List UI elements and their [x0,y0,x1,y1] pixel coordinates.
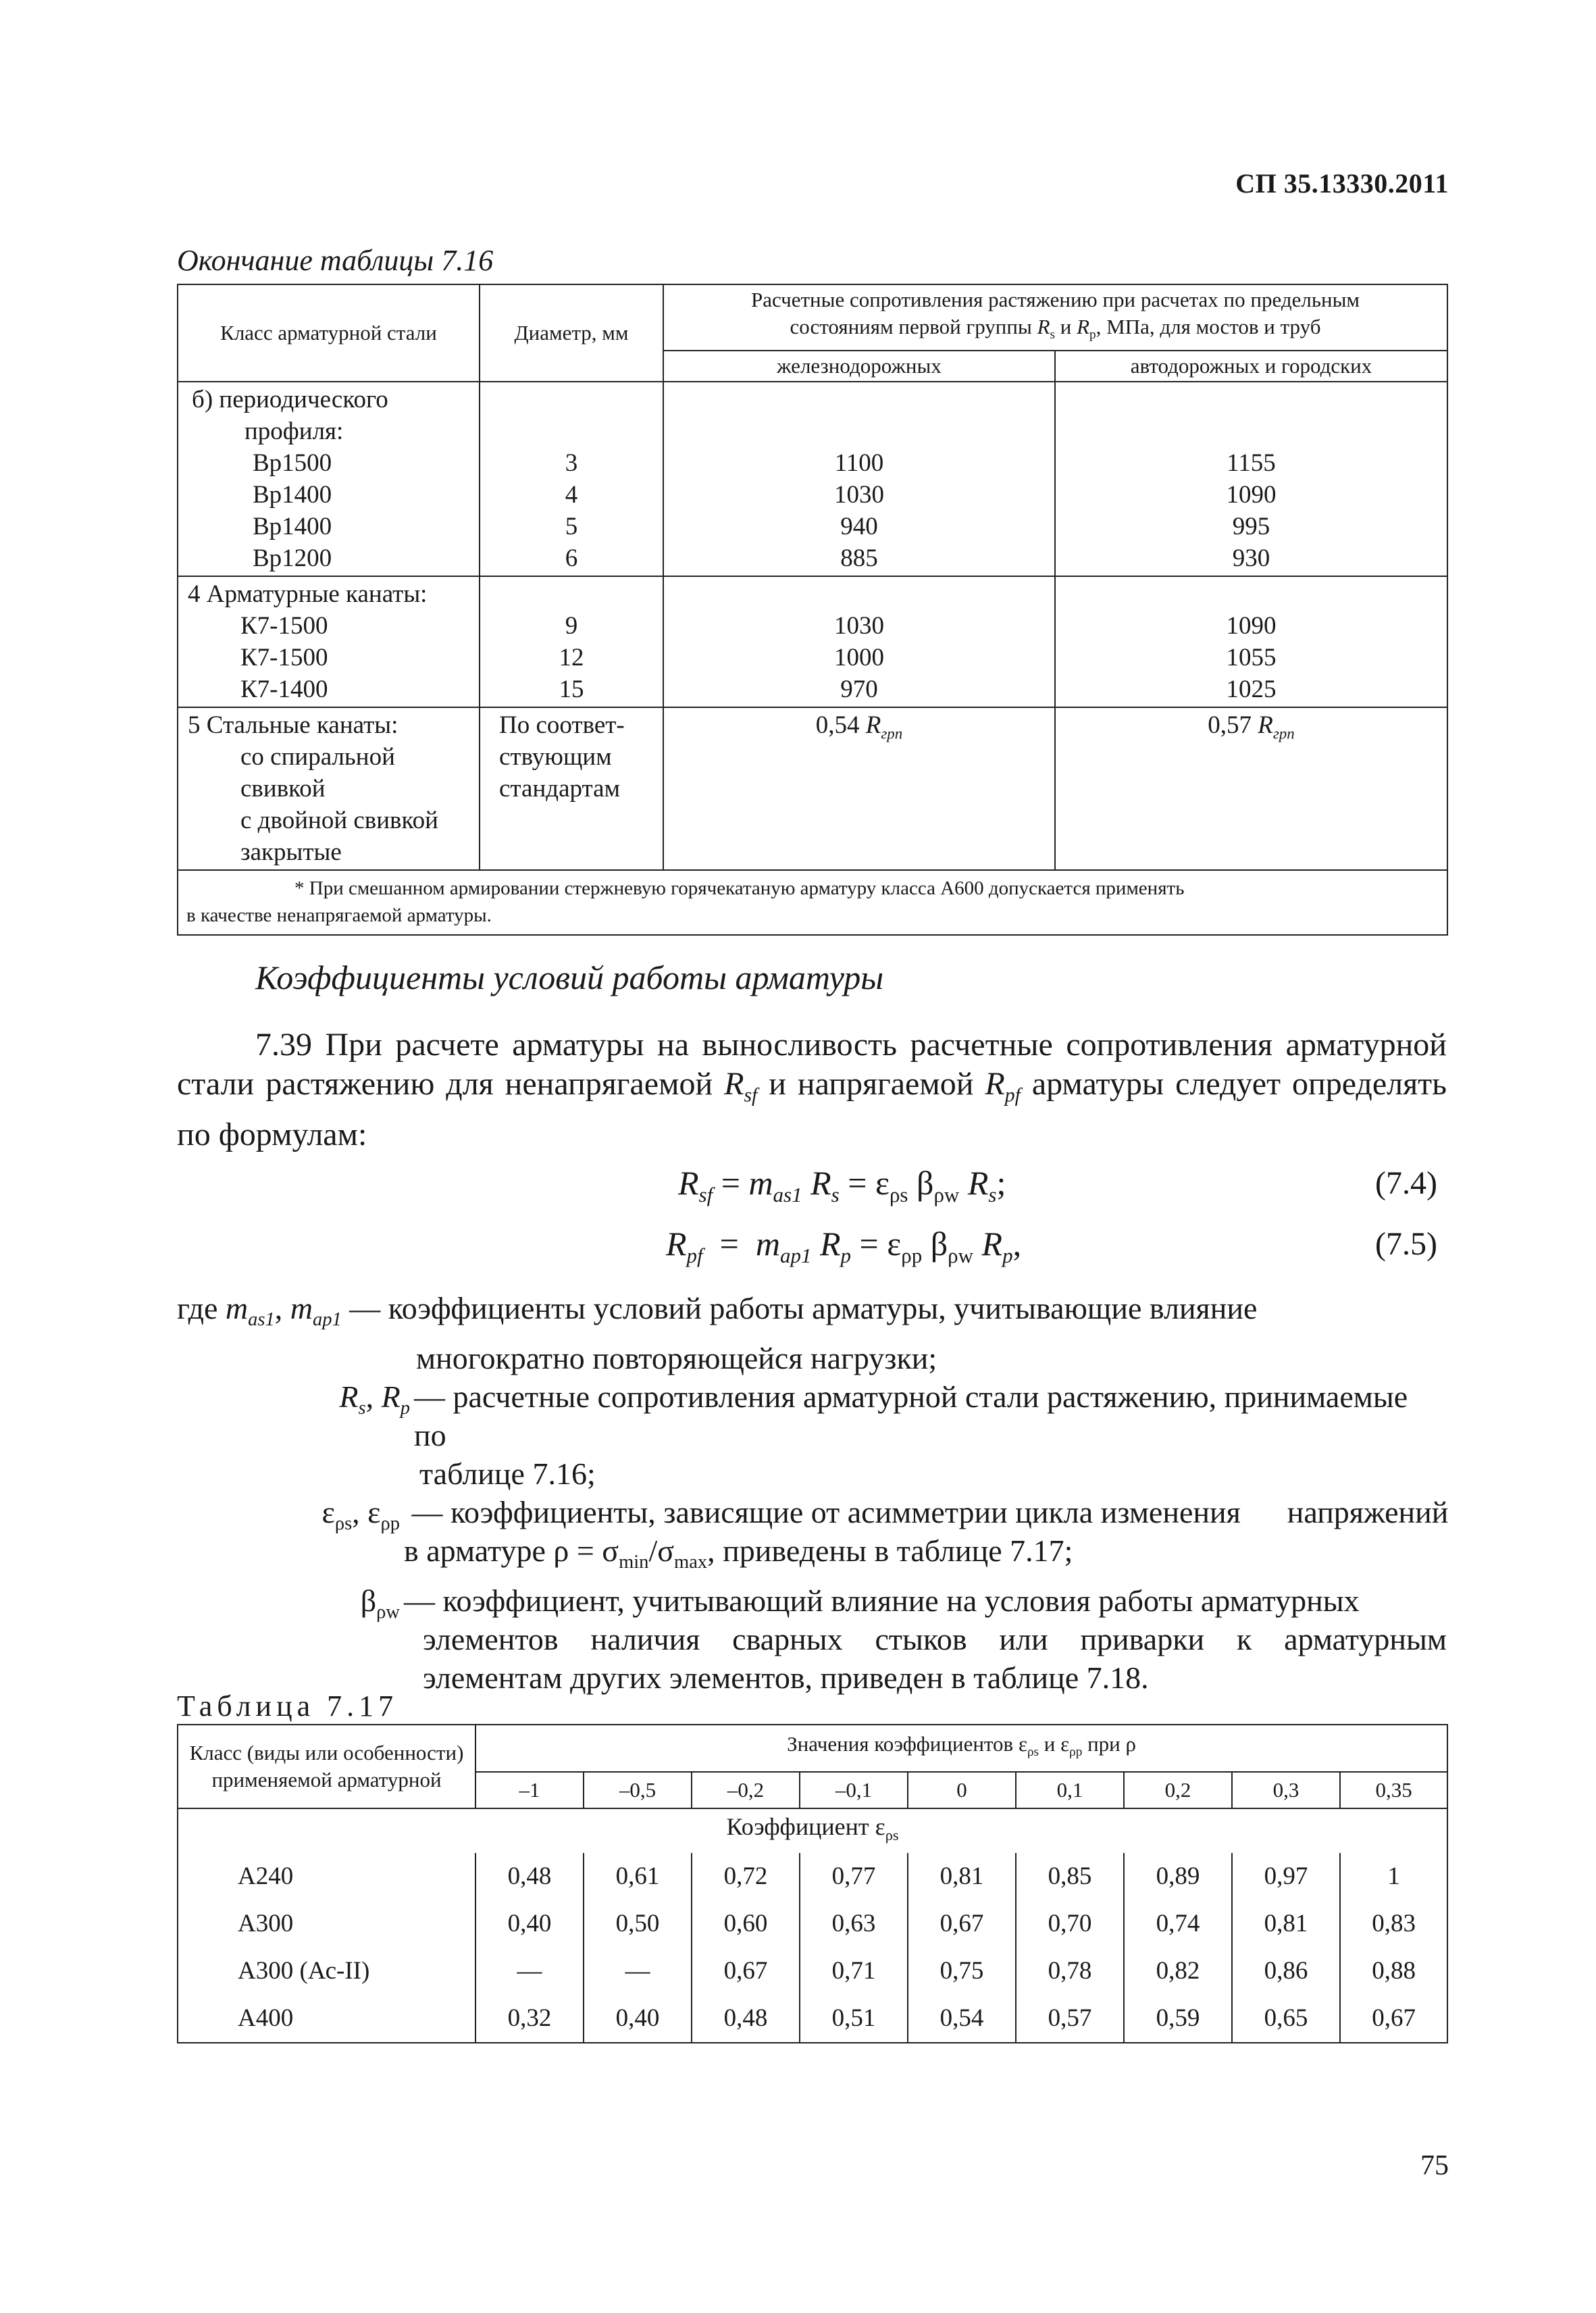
table-7-16-caption: Окончание таблицы 7.16 [177,244,494,277]
rho-value: –0,2 [692,1772,800,1808]
table-7-17-caption: Таблица 7.17 [177,1689,398,1723]
table-7-16 [177,284,1448,936]
road-cell: 0,57 $R_{грп}$ [1055,707,1447,870]
table-row: А300 0,40 0,50 0,60 0,63 0,67 0,70 0,74 0,81 0,83 [178,1900,1447,1948]
table-7-16-footnote [178,870,1447,935]
class-cell: 4 Арматурные канаты: К7-1500 К7-1500 К7-1400 [178,576,480,707]
paragraph-7-39: 7.39 При расчете арматуры на выносливость расчетные сопротивления арматурной стали растяжению для ненапрягаемой $R_{sf}$ и напрягаемой $R_{pf}$ арматуры следует определять по формулам: [177,1027,1447,1152]
formula-7-5-number: (7.5) [1375,1226,1437,1262]
diameter-cell: По соответ- ствующим стандартам [480,707,663,870]
rho-value: –0,1 [800,1772,908,1808]
railway-cell: 0,54 $R_{грп}$ [663,707,1055,870]
page-number: 75 [1420,2150,1449,2181]
document-code: СП 35.13330.2011 [1235,168,1449,199]
diameter-cell: 9 12 15 [480,576,663,707]
road-cell: 1090 1055 1025 [1055,576,1447,707]
class-cell: 5 Стальные канаты: со спиральной свивкой с двойной свивкой закрытые [178,707,480,870]
rho-value: 0 [908,1772,1016,1808]
table-7-16-group-periodic [178,382,1447,576]
rho-value: 0,2 [1124,1772,1232,1808]
diameter-cell: 3 4 5 6 [480,382,663,576]
railway-cell: 1030 1000 970 [663,576,1055,707]
header-road-city: автодорожных и городских [1055,351,1447,382]
table-7-16-group-steel-ropes [178,707,1447,870]
header-values: Значения коэффициентов $\varepsilon_{\rho s}$ и $\varepsilon_{\rho p}$ при ρ [475,1725,1447,1772]
header-diameter: Диаметр, мм [480,284,663,382]
coef-title: Коэффициент $\varepsilon_{\rho s}$ [475,1808,1447,1853]
table-row: А400 0,32 0,40 0,48 0,51 0,54 0,57 0,59 0,65 0,67 [178,1995,1447,2043]
footnote-line1: * При смешанном армировании стержневую горячекатаную арматуру класса А600 допускается применять [294,878,1185,900]
class-cell: б) периодического профиля: Вр1500 Вр1400 Вр1400 Вр1200 [178,382,480,576]
railway-cell: 1100 1030 940 885 [663,382,1055,576]
footnote-line2: в качестве ненапрягаемой арматуры. [186,905,492,927]
header-resistance-line2: состояниям первой группы $R_s$ и $R_p$, МПа, для мостов и труб [790,315,1321,342]
header-class: Класс (виды или особенности) применяемой арматурной [178,1725,475,1808]
definition-epsilon: $\varepsilon_{\rho s}$, $\varepsilon_{\rho p}$ — коэффициенты, зависящие от асимметрии цикла изменения напряжений в арматуре $\rho = \sigma_{min}/\sigma_{max}$, приведены в таблице 7.17; [321,1495,1449,1573]
table-7-17-coef-row [178,1808,1447,1853]
rho-value: 0,1 [1016,1772,1124,1808]
table-7-16-footnote-row [178,870,1447,935]
rho-value: 0,35 [1340,1772,1447,1808]
definition-beta: $\beta_{\rho w}$ — коэффициент, учитывающий влияние на условия работы арматурных элементов наличия сварных стыков или приварки к арматурным элементам других элементов, приведен в таблице 7.18. [360,1583,1447,1696]
table-7-16-header-row [178,284,1447,351]
header-resistance [663,284,1447,351]
header-railway: железнодорожных [663,351,1055,382]
formula-7-4-number: (7.4) [1375,1165,1437,1201]
definition-r: $R_s$, $R_p$ — расчетные сопротивления арматурной стали растяжению, принимаемые по таблице 7.16; [339,1379,1408,1492]
section-title: Коэффициенты условий работы арматуры [255,959,884,996]
formula-7-4: $R_{sf} = m_{as1}$ $R_s = \varepsilon_{\rho s}$ $\beta_{\rho w}$ $R_s$; [678,1164,1006,1206]
road-cell: 1155 1090 995 930 [1055,382,1447,576]
rho-value: –1 [475,1772,584,1808]
definition-m: где $m_{as1}$, $m_{ap1}$ — коэффициенты условий работы арматуры, учитывающие влияние многократно повторяющейся нагрузки; [177,1291,1258,1376]
definitions [177,1289,1447,1697]
header-resistance-line1: Расчетные сопротивления растяжению при расчетах по предельным [750,288,1360,311]
formula-7-5: $R_{pf} = m_{ap1}$ $R_p = \varepsilon_{\rho p}$ $\beta_{\rho w}$ $R_p$, [666,1225,1022,1267]
header-class-steel: Класс арматурной стали [178,284,480,382]
table-row: А300 (Ас-II) — — 0,67 0,71 0,75 0,78 0,82 0,86 0,88 [178,1948,1447,1995]
table-row: А240 0,48 0,61 0,72 0,77 0,81 0,85 0,89 0,97 1 [178,1853,1447,1900]
rho-value: 0,3 [1232,1772,1340,1808]
rho-value: –0,5 [584,1772,692,1808]
table-7-17 [177,1724,1448,2043]
table-7-16-group-ropes [178,576,1447,707]
table-7-17-header-row [178,1725,1447,1772]
